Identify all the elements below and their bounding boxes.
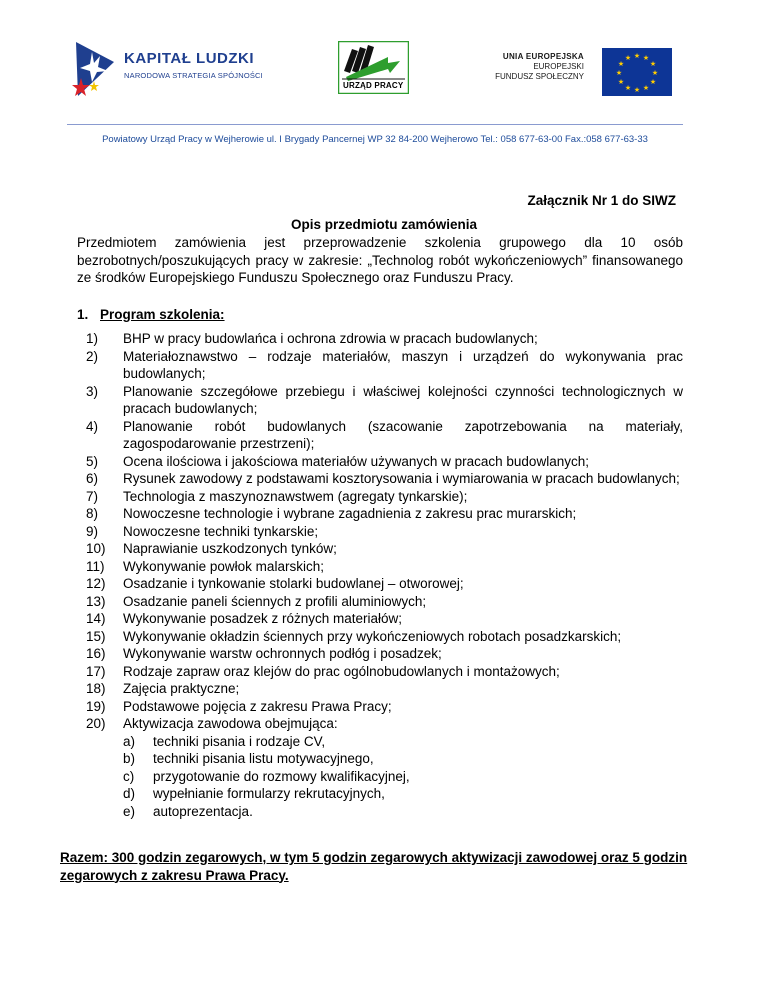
sublist-item bbox=[123, 768, 683, 786]
annex-label: Załącznik Nr 1 do SIWZ bbox=[527, 193, 676, 208]
sublist-item bbox=[123, 750, 683, 768]
sublist-item-letter: d) bbox=[123, 786, 136, 801]
list-item-text: Wykonywanie posadzek z różnych materiałów; bbox=[123, 611, 402, 626]
list-item bbox=[86, 505, 683, 523]
list-item-number: 11) bbox=[86, 558, 105, 574]
svg-text:★: ★ bbox=[649, 60, 657, 68]
section-title: Program szkolenia: bbox=[100, 307, 225, 322]
list-item bbox=[86, 610, 683, 628]
list-item-text: Zajęcia praktyczne; bbox=[123, 681, 240, 696]
section-number: 1. bbox=[77, 307, 89, 322]
eu-logo bbox=[482, 42, 676, 102]
sublist-item-letter: c) bbox=[123, 768, 135, 784]
svg-text:★: ★ bbox=[642, 54, 650, 62]
list-item bbox=[86, 593, 683, 611]
sublist-item-text: autoprezentacja. bbox=[153, 803, 253, 819]
list-item-text: BHP w pracy budowlańca i ochrona zdrowia w pracach budowlanych; bbox=[123, 331, 538, 346]
list-item-number: 8) bbox=[86, 506, 99, 521]
list-item-text: Planowanie robót budowlanych (szacowanie zapotrzebowania na materiały, zagospodarowanie przestrzeni); bbox=[123, 418, 683, 451]
sublist-item-letter: e) bbox=[123, 803, 136, 819]
list-item bbox=[86, 470, 683, 488]
eu-logo-line3: FUNDUSZ SPOŁECZNY bbox=[495, 72, 584, 81]
list-item-text: Osadzanie paneli ściennych z profili aluminiowych; bbox=[123, 593, 427, 609]
list-item bbox=[86, 523, 683, 541]
list-item-text: Nowoczesne techniki tynkarskie; bbox=[123, 523, 319, 539]
list-item-number: 5) bbox=[86, 453, 99, 469]
sublist-item bbox=[123, 803, 683, 821]
eu-flag-icon bbox=[602, 48, 672, 96]
list-item-text: Podstawowe pojęcia z zakresu Prawa Pracy; bbox=[123, 698, 392, 714]
urzad-pracy-logo bbox=[338, 41, 409, 94]
sublist-item-letter: a) bbox=[123, 733, 136, 749]
list-item bbox=[86, 663, 683, 681]
list-item-text: Ocena ilościowa i jakościowa materiałów używanych w pracach budowlanych; bbox=[123, 453, 589, 469]
summary-hours: Razem: 300 godzin zegarowych, w tym 5 godzin zegarowych aktywizacji zawodowej oraz 5 godzin zegarowych z zakresu Prawa Pracy. bbox=[60, 850, 688, 883]
sublist-item-text: przygotowanie do rozmowy kwalifikacyjnej, bbox=[153, 768, 410, 784]
list-item bbox=[86, 680, 683, 698]
document-title: Opis przedmiotu zamówienia bbox=[290, 217, 478, 232]
list-item-number: 15) bbox=[86, 628, 106, 644]
list-item-text: Materiałoznawstwo – rodzaje materiałów, maszyn i urządzeń do wykonywania prac budowlanych; bbox=[123, 348, 683, 381]
list-item-number: 7) bbox=[86, 488, 99, 504]
svg-text:★: ★ bbox=[624, 54, 632, 62]
list-item bbox=[86, 558, 683, 576]
kapital-ludzki-emblem-icon bbox=[70, 38, 122, 100]
list-item-text: Wykonywanie warstw ochronnych podłóg i posadzek; bbox=[123, 646, 442, 661]
list-item-number: 12) bbox=[86, 576, 106, 591]
activation-sublist bbox=[123, 733, 683, 821]
svg-text:★: ★ bbox=[617, 78, 625, 86]
svg-text:★: ★ bbox=[642, 84, 650, 92]
list-item-number: 1) bbox=[86, 331, 99, 346]
header-divider bbox=[67, 124, 683, 125]
intro-paragraph: Przedmiotem zamówienia jest przeprowadzenie szkolenia grupowego dla 10 osób bezrobotnych/poszukujących pracy w zakresie: „Technolog robót wykończeniowych” finansowanego ze środków Europejskiego Funduszu Społecznego oraz Funduszu Pracy. bbox=[77, 235, 683, 285]
list-item-number: 6) bbox=[86, 471, 99, 486]
list-item-text: Naprawianie uszkodzonych tynków; bbox=[123, 541, 337, 556]
list-item-text: Planowanie szczegółowe przebiegu i właściwej kolejności czynności technologicznych w pracach budowlanych; bbox=[123, 383, 683, 416]
list-item bbox=[86, 698, 683, 716]
urzad-pracy-label: URZĄD PRACY bbox=[343, 81, 404, 90]
kapital-ludzki-title: KAPITAŁ LUDZKI bbox=[124, 50, 255, 67]
svg-text:★: ★ bbox=[651, 69, 659, 77]
list-item bbox=[86, 383, 683, 418]
list-item bbox=[86, 540, 683, 558]
list-item bbox=[86, 645, 683, 663]
list-item-number: 3) bbox=[86, 383, 99, 399]
list-item-number: 20) bbox=[86, 716, 106, 731]
list-item-text: Rysunek zawodowy z podstawami kosztorysowania i wymiarowania w pracach budowlanych; bbox=[123, 471, 680, 486]
svg-text:★: ★ bbox=[615, 69, 623, 77]
list-item bbox=[86, 348, 683, 383]
list-item-text: Aktywizacja zawodowa obejmująca: bbox=[123, 716, 338, 731]
list-item-text: Nowoczesne technologie i wybrane zagadnienia z zakresu prac murarskich; bbox=[123, 506, 577, 521]
eu-logo-text bbox=[495, 52, 584, 81]
svg-text:★: ★ bbox=[649, 78, 657, 86]
list-item-number: 4) bbox=[86, 418, 99, 434]
eu-logo-line2: EUROPEJSKI bbox=[533, 62, 584, 71]
program-list bbox=[86, 330, 683, 820]
list-item bbox=[86, 453, 683, 471]
kapital-ludzki-logo bbox=[70, 38, 270, 100]
sublist-item-letter: b) bbox=[123, 751, 136, 766]
list-item-text: Technologia z maszynoznawstwem (agregaty tynkarskie); bbox=[123, 488, 468, 504]
office-address-line: Powiatowy Urząd Pracy w Wejherowie ul. I Brygady Pancernej WP 32 84-200 Wejherowo Tel.: 058 677-63-00 Fax.:058 677-63-33 bbox=[102, 134, 648, 145]
svg-text:★: ★ bbox=[624, 84, 632, 92]
list-item bbox=[86, 330, 683, 348]
list-item bbox=[86, 715, 683, 820]
list-item-number: 9) bbox=[86, 523, 99, 539]
list-item-number: 17) bbox=[86, 663, 106, 679]
list-item-number: 18) bbox=[86, 681, 106, 696]
list-item-number: 2) bbox=[86, 348, 99, 364]
kapital-ludzki-subtitle: NARODOWA STRATEGIA SPÓJNOŚCI bbox=[124, 71, 263, 80]
sublist-item-text: wypełnianie formularzy rekrutacyjnych, bbox=[153, 786, 385, 801]
list-item-number: 16) bbox=[86, 646, 106, 661]
eu-logo-line1: UNIA EUROPEJSKA bbox=[502, 52, 584, 61]
list-item-number: 13) bbox=[86, 593, 106, 609]
list-item-number: 10) bbox=[86, 541, 106, 556]
svg-text:★: ★ bbox=[617, 60, 625, 68]
svg-text:★: ★ bbox=[633, 52, 641, 60]
sublist-item-text: techniki pisania listu motywacyjnego, bbox=[153, 751, 374, 766]
list-item-number: 19) bbox=[86, 698, 106, 714]
sublist-item bbox=[123, 785, 683, 803]
list-item-text: Wykonywanie okładzin ściennych przy wykończeniowych robotach posadzkarskich; bbox=[123, 628, 622, 644]
svg-text:★: ★ bbox=[633, 86, 641, 94]
list-item bbox=[86, 488, 683, 506]
sublist-item-text: techniki pisania i rodzaje CV, bbox=[153, 733, 326, 749]
list-item-text: Wykonywanie powłok malarskich; bbox=[123, 558, 324, 574]
list-item bbox=[86, 628, 683, 646]
sublist-item bbox=[123, 733, 683, 751]
list-item-text: Rodzaje zapraw oraz klejów do prac ogólnobudowlanych i montażowych; bbox=[123, 663, 560, 679]
section-heading bbox=[77, 307, 225, 322]
list-item bbox=[86, 418, 683, 453]
list-item-number: 14) bbox=[86, 611, 106, 626]
list-item bbox=[86, 575, 683, 593]
list-item-text: Osadzanie i tynkowanie stolarki budowlanej – otworowej; bbox=[123, 576, 464, 591]
